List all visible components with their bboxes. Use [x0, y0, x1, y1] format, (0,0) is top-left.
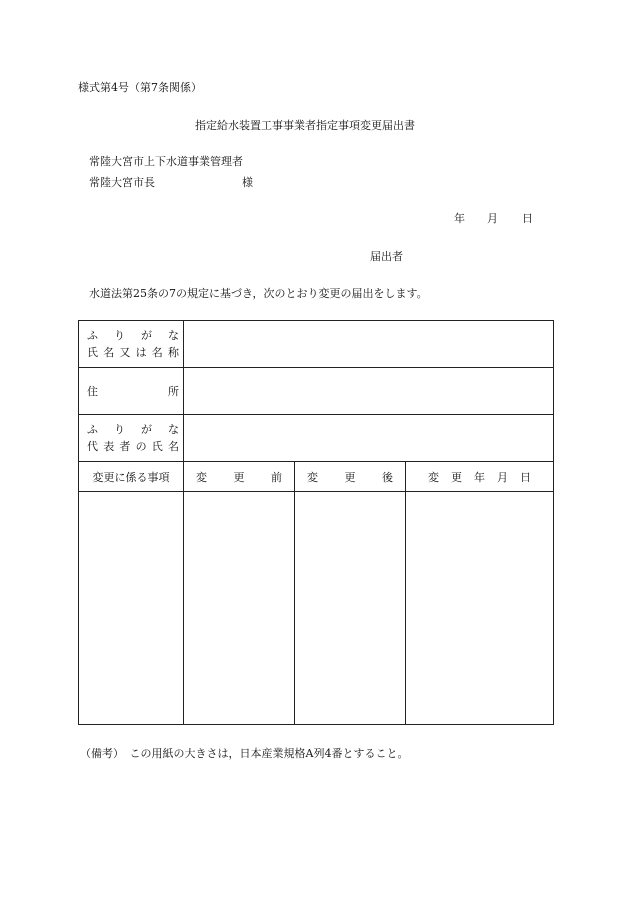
name-value-field[interactable] [184, 321, 554, 368]
change-header-row [79, 462, 554, 492]
change-item-field[interactable] [79, 492, 184, 725]
name-label-cell [79, 321, 184, 368]
after-header: 変 更 後 [295, 462, 406, 492]
change-body-row [79, 492, 554, 725]
date-year-unit: 年 [454, 212, 465, 225]
change-date-field[interactable] [406, 492, 554, 725]
date-day-unit: 日 [522, 212, 533, 225]
representative-value-field[interactable] [184, 415, 554, 462]
addressee-2: 常陸大宮市長 [89, 176, 155, 189]
change-item-header: 変更に係る事項 [79, 462, 184, 492]
address-label-cell [79, 368, 184, 415]
address-value-field[interactable] [184, 368, 554, 415]
before-header: 変 更 前 [184, 462, 295, 492]
form-number: 様式第4号（第7条関係） [78, 81, 202, 94]
page-title: 指定給水装置工事事業者指定事項変更届出書 [195, 119, 415, 132]
representative-label: 代 表 者 の 氏 名 [87, 440, 179, 453]
date-month-unit: 月 [487, 212, 498, 225]
after-field[interactable] [295, 492, 406, 725]
representative-label-cell [79, 415, 184, 462]
address-row [79, 368, 554, 415]
before-field[interactable] [184, 492, 295, 725]
furigana-label: ふ り が な [87, 329, 179, 342]
change-date-header: 変 更 年 月 日 [406, 462, 554, 492]
change-form-table [78, 320, 554, 725]
honorific: 様 [242, 176, 253, 189]
submitter-label: 届出者 [370, 250, 403, 263]
name-label: 氏 名 又 は 名 称 [87, 346, 179, 359]
rep-furigana-label: ふ り が な [87, 423, 179, 436]
representative-row [79, 415, 554, 462]
statement-text: 水道法第25条の7の規定に基づき，次のとおり変更の届出をします。 [89, 287, 428, 300]
address-label: 住 所 [87, 384, 179, 398]
remarks-note: （備考） この用紙の大きさは，日本産業規格A列4番とすること。 [80, 747, 409, 760]
name-row [79, 321, 554, 368]
addressee-1: 常陸大宮市上下水道事業管理者 [89, 155, 243, 168]
